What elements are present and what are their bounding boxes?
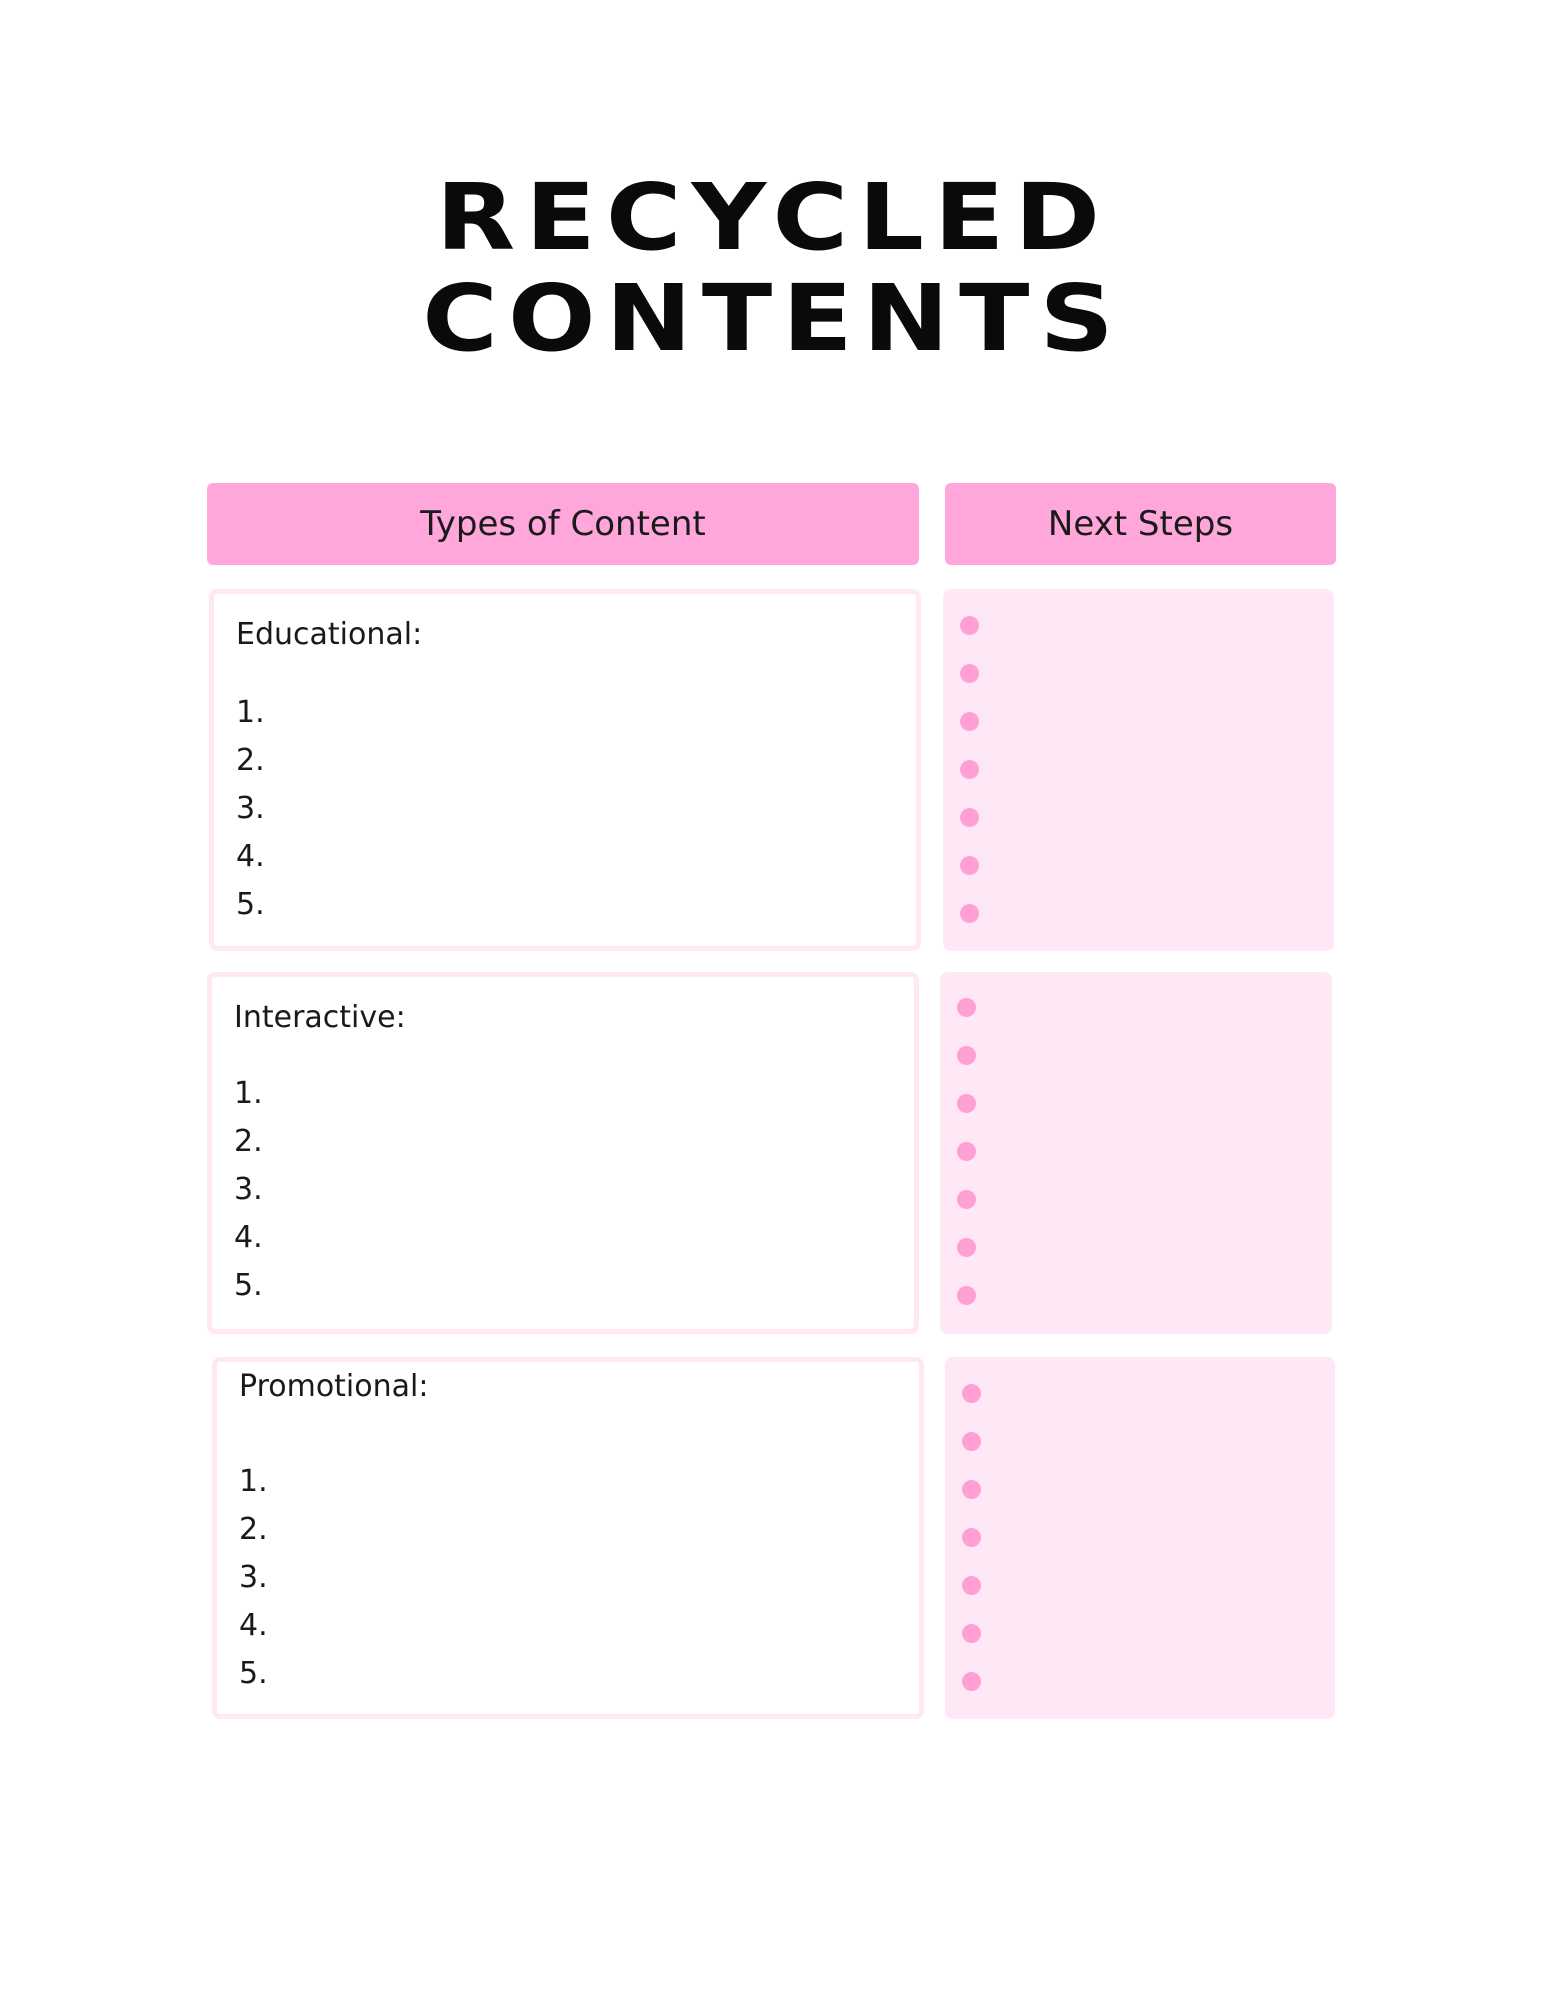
section-label-interactive: Interactive: [234,1000,406,1035]
promotional-next-steps-box[interactable] [945,1357,1335,1719]
list-item: 3. [239,1560,268,1595]
list-item: 3. [234,1172,263,1207]
bullet-dot-icon [957,1190,976,1209]
section-label-promotional: Promotional: [239,1369,429,1404]
bullet-dot-icon [960,856,979,875]
bullet-dot-icon [957,1046,976,1065]
interactive-list [234,1070,263,1310]
promotional-box[interactable] [212,1357,924,1719]
bullet-dot-icon [962,1576,981,1595]
list-item: 4. [236,839,265,874]
list-item: 5. [236,887,265,922]
bullet-dot-icon [957,1286,976,1305]
list-item: 1. [239,1464,268,1499]
bullet-dot-icon [960,808,979,827]
bullet-dot-icon [957,998,976,1017]
bullet-dot-icon [960,760,979,779]
bullet-dot-icon [962,1384,981,1403]
bullet-dot-icon [957,1094,976,1113]
bullet-dot-icon [957,1238,976,1257]
bullet-dot-icon [960,616,979,635]
bullet-dot-icon [957,1142,976,1161]
interactive-next-steps-box[interactable] [940,972,1332,1334]
promotional-list [239,1458,268,1698]
list-item: 3. [236,791,265,826]
list-item: 4. [239,1608,268,1643]
next-steps-header: Next Steps [945,483,1336,565]
list-item: 2. [236,743,265,778]
bullet-dot-icon [962,1528,981,1547]
bullet-dot-icon [962,1672,981,1691]
section-label-educational: Educational: [236,617,423,652]
title-line-1: RECYCLED [435,164,1111,271]
list-item: 5. [239,1656,268,1691]
bullet-dot-icon [962,1432,981,1451]
types-of-content-header: Types of Content [207,483,919,565]
list-item: 5. [234,1268,263,1303]
bullet-dot-icon [962,1480,981,1499]
list-item: 1. [236,695,265,730]
interactive-box[interactable] [207,972,919,1334]
educational-list [236,689,265,929]
list-item: 2. [234,1124,263,1159]
educational-box[interactable] [209,589,921,951]
list-item: 4. [234,1220,263,1255]
title-line-2: CONTENTS [422,265,1124,372]
list-item: 2. [239,1512,268,1547]
educational-next-steps-box[interactable] [943,589,1334,951]
list-item: 1. [234,1076,263,1111]
bullet-dot-icon [960,664,979,683]
bullet-dot-icon [960,904,979,923]
bullet-dot-icon [960,712,979,731]
bullet-dot-icon [962,1624,981,1643]
